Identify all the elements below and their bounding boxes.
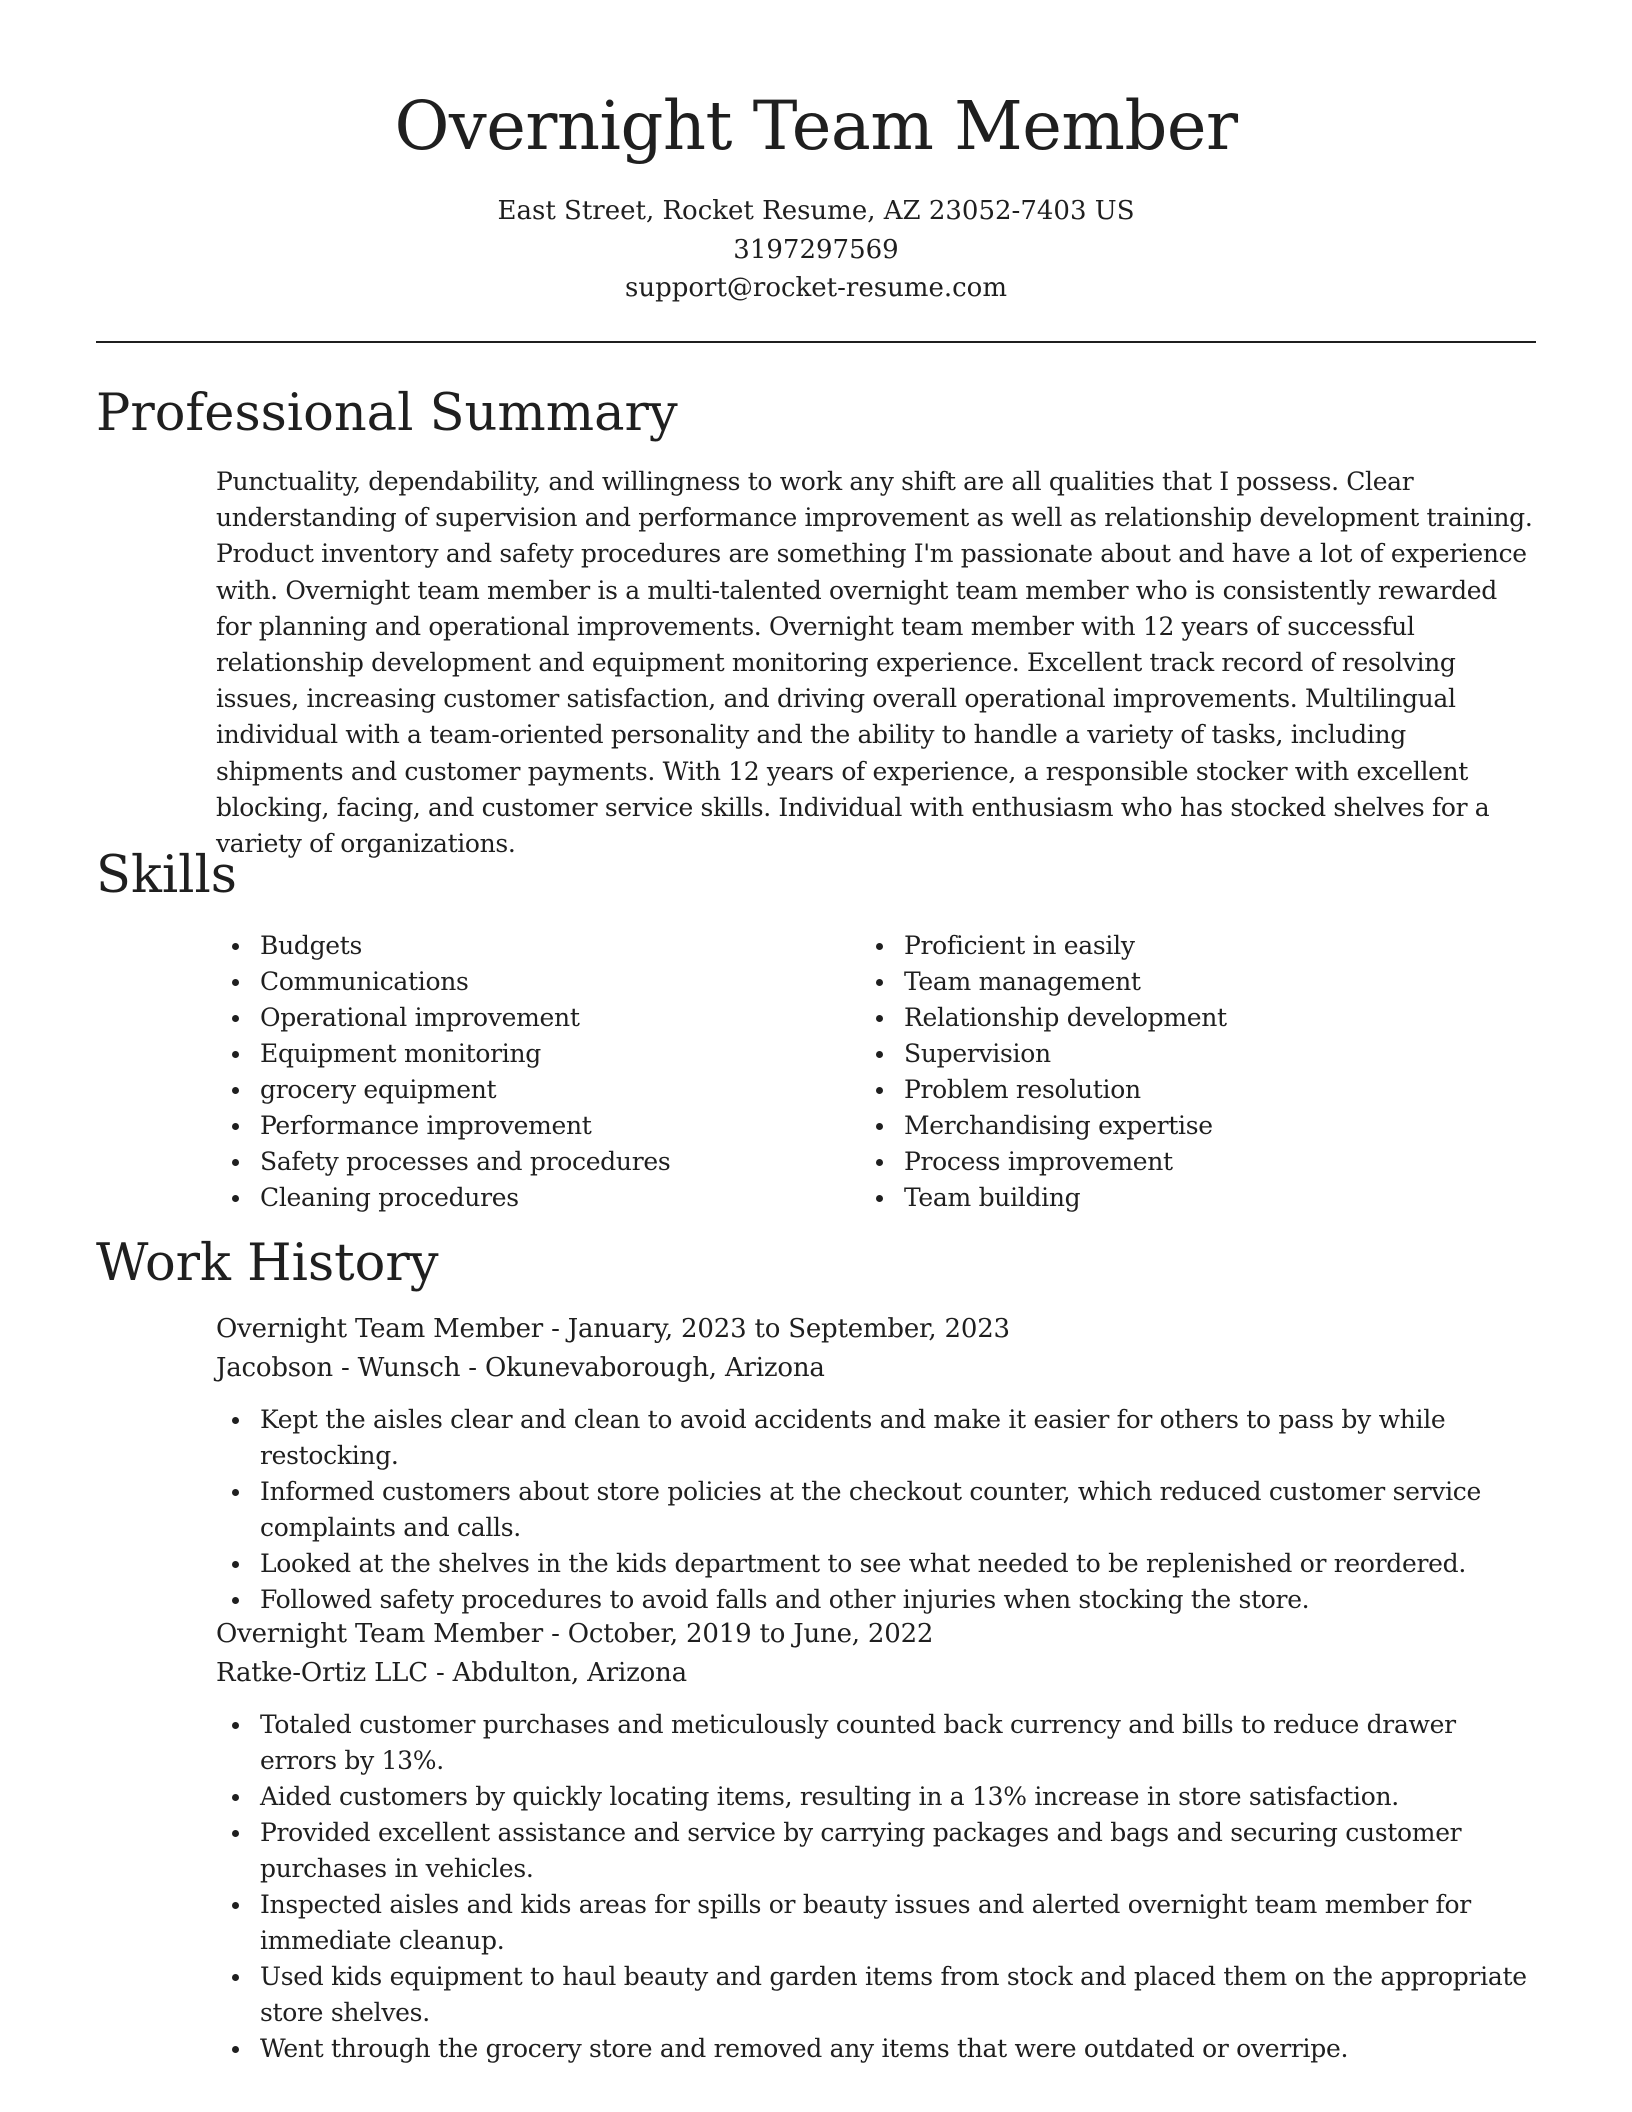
job-role-line: Overnight Team Member - January, 2023 to September, 2023 bbox=[216, 1314, 1010, 1344]
skill-item: Problem resolution bbox=[860, 1072, 1500, 1108]
job-1-bullets bbox=[216, 1402, 1536, 1618]
skill-item: Merchandising expertise bbox=[860, 1108, 1500, 1144]
job-1-header bbox=[216, 1310, 1010, 1387]
job-2-bullets bbox=[216, 1707, 1536, 2067]
job-bullet: Aided customers by quickly locating items, resulting in a 13% increase in store satisfaction. bbox=[216, 1779, 1536, 1815]
job-bullet: Looked at the shelves in the kids department to see what needed to be replenished or reordered. bbox=[216, 1546, 1536, 1582]
job-company-line: Jacobson - Wunsch - Okunevaborough, Arizona bbox=[216, 1352, 825, 1383]
skill-item: grocery equipment bbox=[216, 1072, 856, 1108]
email: support@rocket-resume.com bbox=[624, 273, 1007, 303]
work-history-heading: Work History bbox=[96, 1234, 439, 1293]
contact-block bbox=[96, 192, 1536, 308]
skill-item: Team management bbox=[860, 964, 1500, 1000]
skill-item: Proficient in easily bbox=[860, 928, 1500, 964]
skills-heading: Skills bbox=[96, 846, 237, 905]
skill-item: Performance improvement bbox=[216, 1108, 856, 1144]
job-bullet: Used kids equipment to haul beauty and garden items from stock and placed them on the appropriate store shelves. bbox=[216, 1959, 1536, 2031]
skill-item: Cleaning procedures bbox=[216, 1180, 856, 1216]
address: East Street, Rocket Resume, AZ 23052-7403 US bbox=[497, 196, 1135, 226]
job-bullet: Informed customers about store policies at the checkout counter, which reduced customer service complaints and calls. bbox=[216, 1474, 1536, 1546]
skill-item: Team building bbox=[860, 1180, 1500, 1216]
skill-item: Safety processes and procedures bbox=[216, 1144, 856, 1180]
skills-list-right bbox=[860, 928, 1500, 1216]
job-bullet: Went through the grocery store and removed any items that were outdated or overripe. bbox=[216, 2031, 1536, 2067]
skill-item: Equipment monitoring bbox=[216, 1036, 856, 1072]
resume-name: Overnight Team Member bbox=[394, 87, 1238, 165]
skill-item: Communications bbox=[216, 964, 856, 1000]
skill-item: Budgets bbox=[216, 928, 856, 964]
job-2-header bbox=[216, 1615, 933, 1692]
skill-item: Relationship development bbox=[860, 1000, 1500, 1036]
job-role-line: Overnight Team Member - October, 2019 to June, 2022 bbox=[216, 1619, 934, 1649]
job-bullet: Totaled customer purchases and meticulously counted back currency and bills to reduce drawer errors by 13%. bbox=[216, 1707, 1536, 1779]
summary-text: Punctuality, dependability, and willingness to work any shift are all qualities that I possess. Clear understanding of supervision and performance improvement as well as relationship development training. Product inventory and safety procedures are something I'm passionate about and have a lot of experience with. Overnight team member is a multi-talented overnight team member who is consistently rewarded for planning and operational improvements. Overnight team member with 12 years of successful relationship development and equipment monitoring experience. Excellent track record of resolving issues, increasing customer satisfaction, and driving overall operational improvements. Multilingual individual with a team-oriented personality and the ability to handle a variety of tasks, including shipments and customer payments. With 12 years of experience, a responsible stocker with excellent blocking, facing, and customer service skills. Individual with enthusiasm who has stocked shelves for a variety of organizations. bbox=[216, 467, 1533, 859]
job-bullet: Inspected aisles and kids areas for spills or beauty issues and alerted overnight team member for immediate cleanup. bbox=[216, 1887, 1536, 1959]
job-bullet: Followed safety procedures to avoid falls and other injuries when stocking the store. bbox=[216, 1582, 1536, 1618]
skill-item: Process improvement bbox=[860, 1144, 1500, 1180]
phone: 3197297569 bbox=[733, 234, 899, 265]
skill-item: Supervision bbox=[860, 1036, 1500, 1072]
skills-list-left bbox=[216, 928, 856, 1216]
summary-heading: Professional Summary bbox=[96, 384, 678, 443]
job-bullet: Kept the aisles clear and clean to avoid accidents and make it easier for others to pass by while restocking. bbox=[216, 1402, 1536, 1474]
job-company-line: Ratke-Ortiz LLC - Abdulton, Arizona bbox=[216, 1657, 687, 1688]
job-bullet: Provided excellent assistance and service by carrying packages and bags and securing customer purchases in vehicles. bbox=[216, 1815, 1536, 1887]
skill-item: Operational improvement bbox=[216, 1000, 856, 1036]
header-divider bbox=[96, 341, 1536, 343]
